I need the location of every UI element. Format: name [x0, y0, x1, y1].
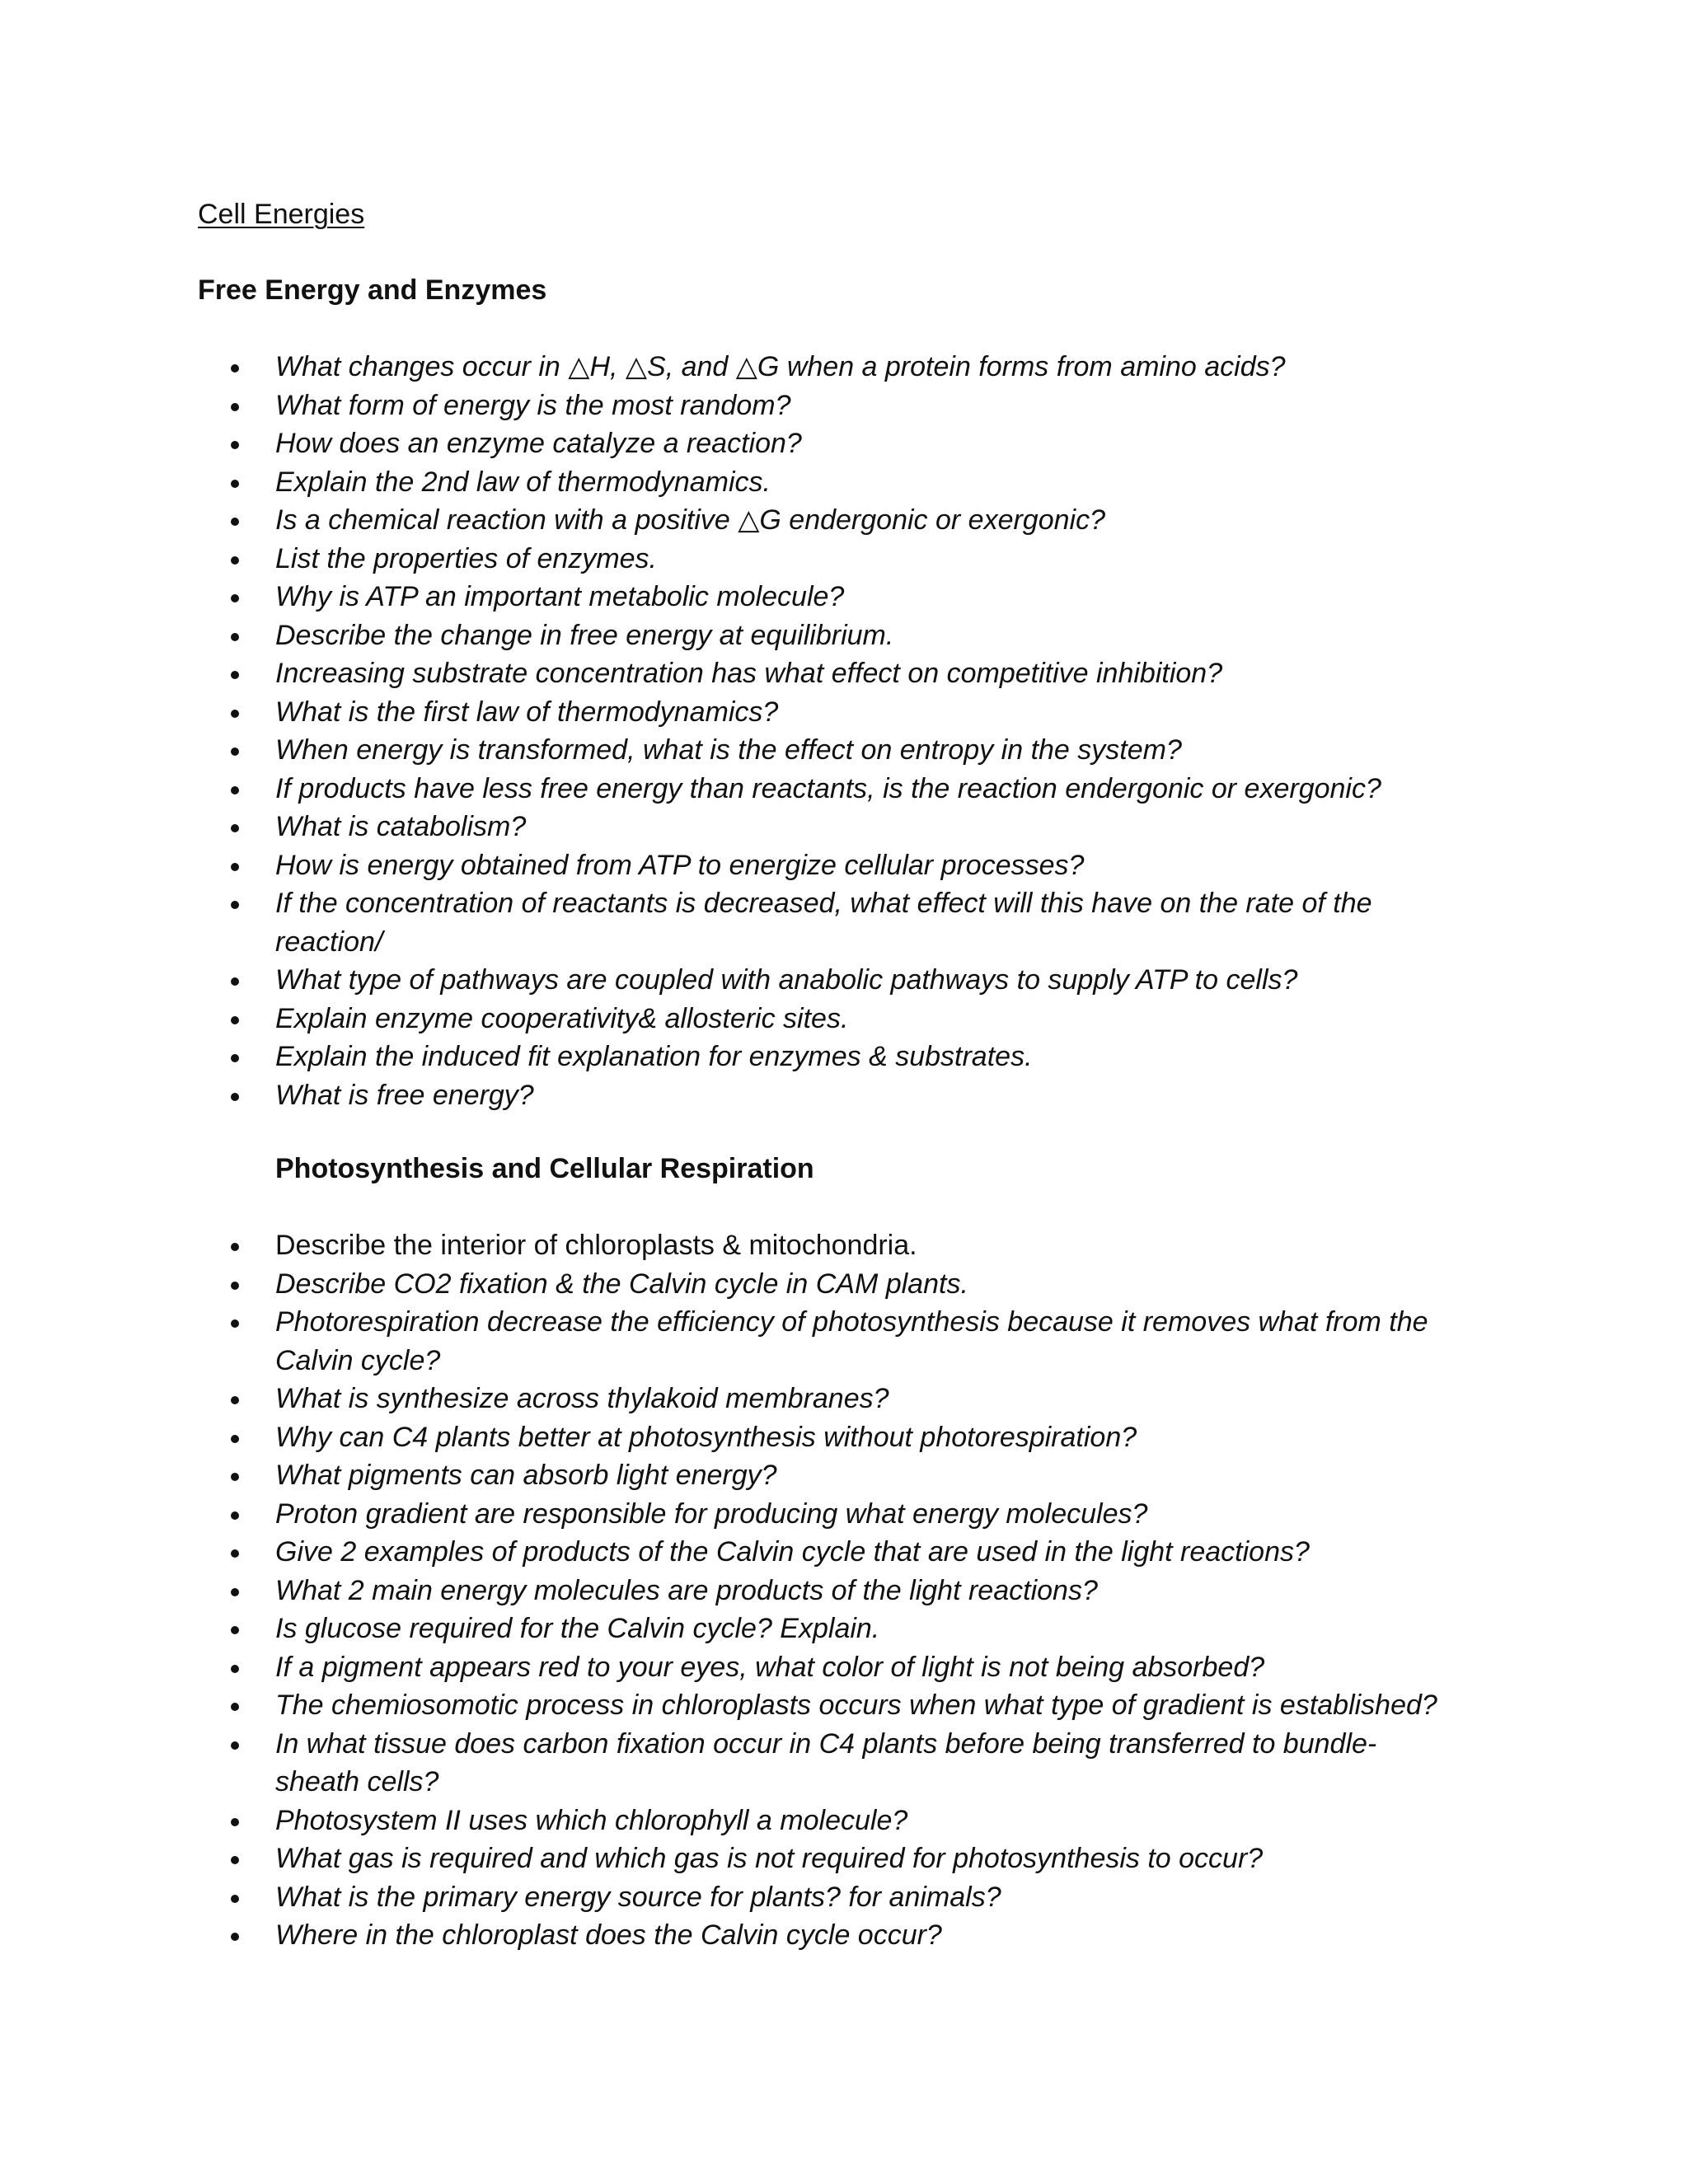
list-item: [0, 1802, 1688, 1840]
question-text: How does an enzyme catalyze a reaction?: [275, 428, 802, 459]
question-text: Proton gradient are responsible for producing what energy molecules?: [275, 1497, 1148, 1530]
bullet-icon: [231, 441, 239, 449]
question-text: What is the first law of thermodynamics?: [275, 696, 779, 728]
bullet-icon: [231, 710, 239, 718]
question-text: When energy is transformed, what is the effect on entropy in the system?: [275, 734, 1182, 766]
question-text: What changes occur in △H, △S, and △G when a protein forms from amino acids?: [275, 351, 1286, 382]
bullet-icon: [231, 1243, 239, 1251]
bullet-icon: [231, 1511, 239, 1520]
bullet-icon: [231, 1054, 239, 1062]
list-item: [0, 1648, 1688, 1687]
bullet-icon: [231, 863, 239, 871]
question-text: List the properties of enzymes.: [275, 542, 658, 574]
list-item: [0, 348, 1688, 387]
list-item: [0, 808, 1688, 846]
question-text: What gas is required and which gas is not required for photosynthesis to occur?: [275, 1843, 1264, 1874]
list-item: [0, 961, 1688, 1000]
question-text: What is free energy?: [275, 1079, 534, 1111]
question-text: Describe CO2 fixation & the Calvin cycle in CAM plants.: [275, 1268, 968, 1300]
bullet-icon: [231, 1818, 239, 1826]
list-item: [0, 1380, 1688, 1418]
list-item: [0, 578, 1688, 616]
list-item: [0, 387, 1688, 425]
question-text: Give 2 examples of products of the Calvin cycle that are used in the light reactions?: [275, 1536, 1310, 1568]
bullet-icon: [231, 1473, 239, 1481]
bullet-icon: [231, 786, 239, 794]
bullet-icon: [231, 1665, 239, 1673]
bullet-icon: [231, 1016, 239, 1024]
question-list-free-energy: [0, 348, 1688, 1114]
question-text: How is energy obtained from ATP to energize cellular processes?: [275, 849, 1085, 881]
bullet-icon: [231, 1895, 239, 1903]
question-text: If a pigment appears red to your eyes, what color of light is not being absorbed?: [275, 1651, 1265, 1683]
list-item: [0, 1038, 1688, 1076]
question-text: Photorespiration decrease the efficiency of photosynthesis because it removes what from the Calvin cycle?: [275, 1306, 1428, 1376]
list-item: [0, 1456, 1688, 1495]
bullet-icon: [231, 671, 239, 679]
question-text: What is synthesize across thylakoid membranes?: [275, 1383, 889, 1414]
document-title: Cell Energies: [198, 199, 365, 230]
bullet-icon: [231, 1626, 239, 1634]
list-item: [0, 1076, 1688, 1115]
bullet-icon: [231, 901, 239, 909]
question-text: In what tissue does carbon fixation occur in C4 plants before being transferred to bundle-sheath cells?: [275, 1727, 1377, 1797]
question-text: Is glucose required for the Calvin cycle? Explain.: [275, 1613, 880, 1644]
question-text: Explain the induced fit explanation for enzymes & substrates.: [275, 1041, 1033, 1072]
list-item: [0, 463, 1688, 502]
list-item: [0, 1725, 1688, 1802]
bullet-icon: [231, 364, 239, 373]
question-text: What pigments can absorb light energy?: [275, 1460, 777, 1491]
list-item: [0, 846, 1688, 885]
bullet-icon: [231, 1396, 239, 1404]
bullet-icon: [231, 1093, 239, 1101]
list-item: [0, 693, 1688, 732]
list-item: [0, 540, 1688, 579]
bullet-icon: [231, 824, 239, 832]
list-item: [0, 1226, 1688, 1265]
list-item: [0, 501, 1688, 540]
question-text: Describe the change in free energy at equilibrium.: [275, 619, 894, 651]
list-item: [0, 731, 1688, 770]
list-item: [0, 770, 1688, 808]
question-text: What is the primary energy source for plants? for animals?: [275, 1881, 1001, 1913]
section-heading-free-energy: Free Energy and Enzymes: [198, 274, 547, 306]
question-text: What form of energy is the most random?: [275, 389, 791, 421]
bullet-icon: [231, 1549, 239, 1558]
bullet-icon: [231, 633, 239, 641]
list-item: [0, 616, 1688, 655]
question-text: Is a chemical reaction with a positive △G endergonic or exergonic?: [275, 504, 1105, 536]
question-text: What 2 main energy molecules are products of the light reactions?: [275, 1574, 1098, 1606]
question-text: What is catabolism?: [275, 811, 527, 842]
question-text: Explain enzyme cooperativity& allosteric sites.: [275, 1002, 849, 1034]
list-item: [0, 884, 1688, 961]
bullet-icon: [231, 1933, 239, 1941]
bullet-icon: [231, 1741, 239, 1750]
bullet-icon: [231, 518, 239, 526]
question-text: Why can C4 plants better at photosynthesis without photorespiration?: [275, 1421, 1137, 1453]
question-text: What type of pathways are coupled with anabolic pathways to supply ATP to cells?: [275, 964, 1298, 996]
bullet-icon: [231, 1282, 239, 1290]
bullet-icon: [231, 594, 239, 602]
list-item: [0, 1000, 1688, 1038]
list-item: [0, 654, 1688, 693]
bullet-icon: [231, 977, 239, 986]
section-heading-photosynthesis: Photosynthesis and Cellular Respiration: [275, 1153, 814, 1184]
list-item: [0, 1878, 1688, 1917]
question-text: Photosystem II uses which chlorophyll a molecule?: [275, 1804, 908, 1836]
bullet-icon: [231, 1319, 239, 1328]
bullet-icon: [231, 748, 239, 756]
list-item: [0, 1840, 1688, 1878]
bullet-icon: [231, 1703, 239, 1711]
bullet-icon: [231, 480, 239, 488]
list-item: [0, 1533, 1688, 1572]
question-text: Explain the 2nd law of thermodynamics.: [275, 466, 771, 498]
bullet-icon: [231, 1588, 239, 1596]
bullet-icon: [231, 403, 239, 411]
question-text: Why is ATP an important metabolic molecule?: [275, 581, 845, 612]
list-item: [0, 1686, 1688, 1725]
list-item: [0, 1495, 1688, 1534]
list-item: [0, 1916, 1688, 1955]
list-item: [0, 424, 1688, 463]
list-item: [0, 1303, 1688, 1380]
question-text: Increasing substrate concentration has what effect on competitive inhibition?: [275, 658, 1223, 689]
bullet-icon: [231, 1856, 239, 1864]
bullet-icon: [231, 1435, 239, 1443]
question-text: Where in the chloroplast does the Calvin cycle occur?: [275, 1919, 942, 1951]
list-item: [0, 1418, 1688, 1457]
question-text: If products have less free energy than reactants, is the reaction endergonic or exergonic?: [275, 772, 1381, 804]
list-item: [0, 1610, 1688, 1648]
question-text: Describe the interior of chloroplasts & mitochondria.: [275, 1230, 917, 1261]
question-text: If the concentration of reactants is decreased, what effect will this have on the rate of the reaction/: [275, 888, 1372, 958]
question-text: The chemiosomotic process in chloroplasts occurs when what type of gradient is established?: [275, 1690, 1437, 1721]
list-item: [0, 1265, 1688, 1304]
question-list-photosynthesis: [0, 1226, 1688, 1955]
bullet-icon: [231, 556, 239, 565]
list-item: [0, 1572, 1688, 1610]
